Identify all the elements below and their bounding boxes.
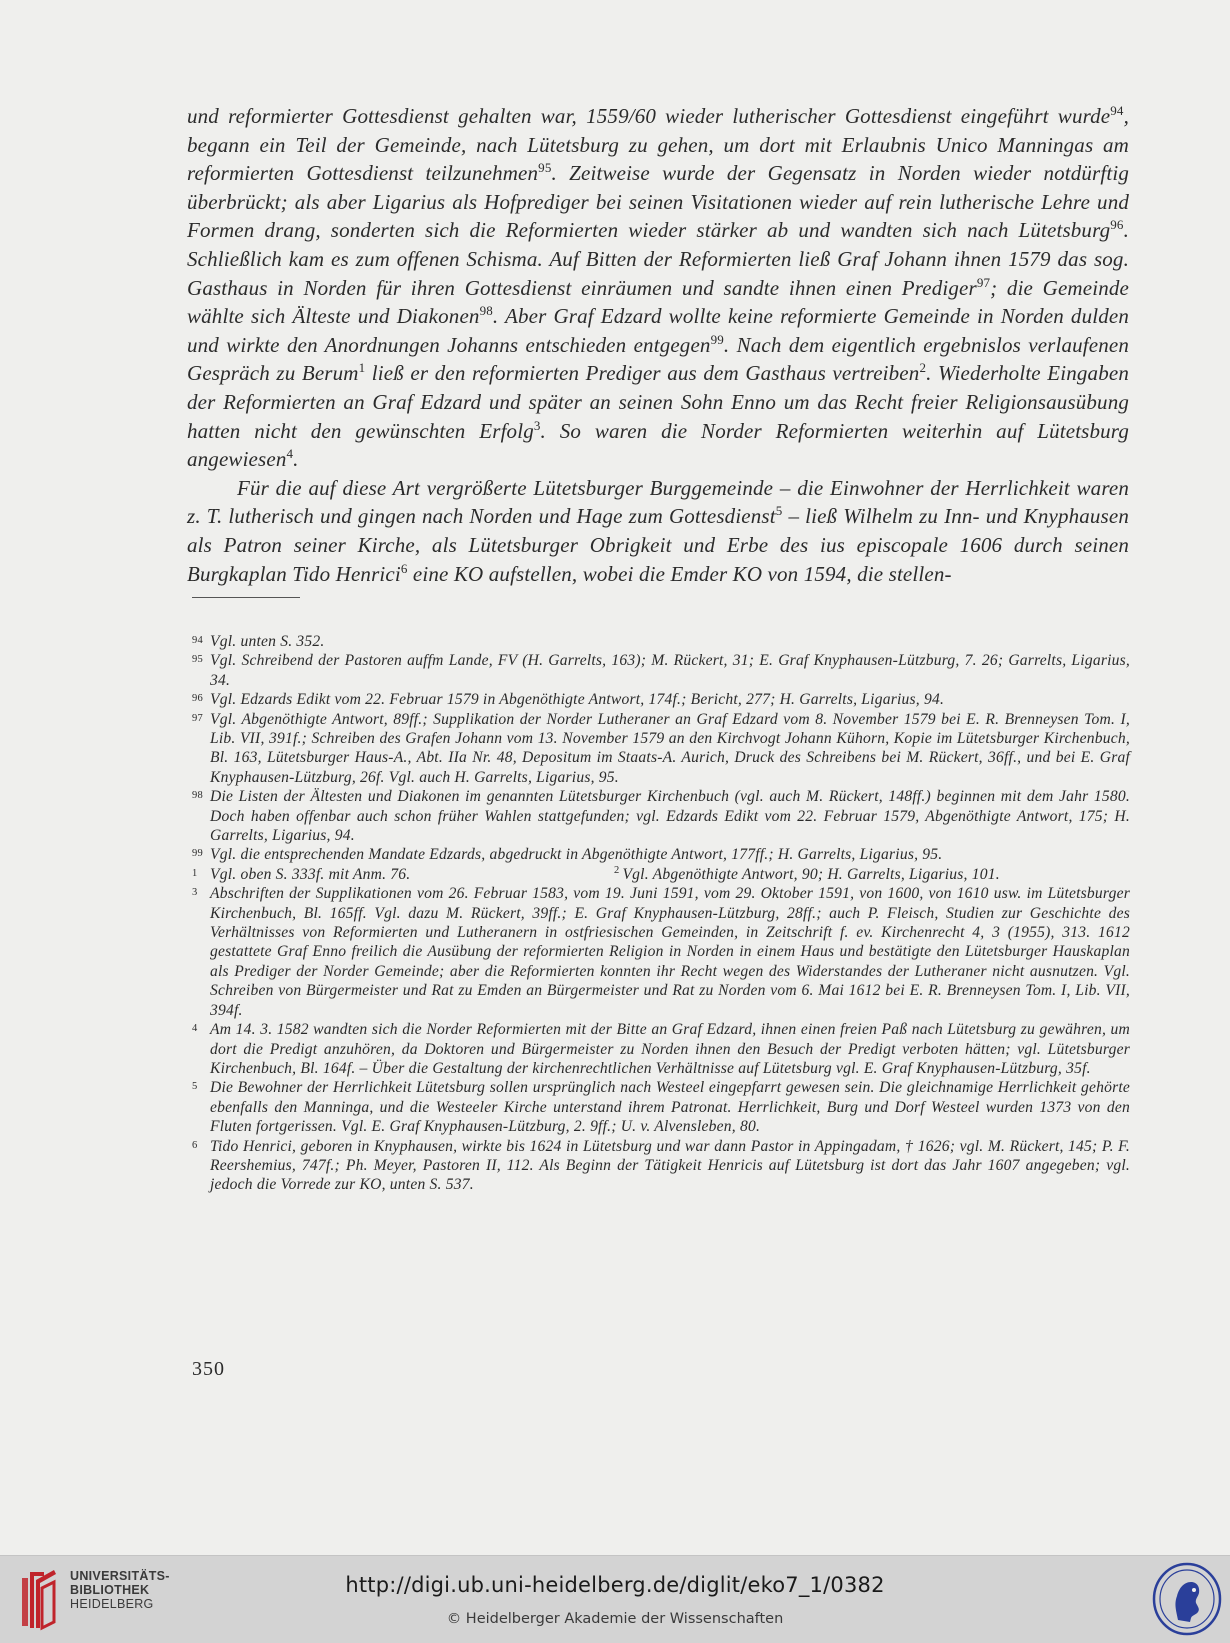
footnote-ref[interactable]: 99 [710,331,724,347]
footnote: 97 Vgl. Abgenöthigte Antwort, 89ff.; Supplikation der Norder Lutheraner an Graf Edzard vom 8. November 1579 bei E. R. Brenneysen Tom. I, Lib. VII, 391f.; Schreiben des Grafen Johann vom 13. November 1579 an den Kirchvogt Johann Kühorn, Kopie im Lütetsburger Kirchenbuch, Bl. 163, Lütetsburger Haus-A., Abt. IIa Nr. 48, Depositum im Staats-A. Aurich, Druck des Schreibens bei M. Rückert, 36ff., und bei E. Graf Knyphausen-Lützburg, 26f. Vgl. auch H. Garrelts, Ligarius, 95. [192,710,1130,786]
footnote: 96 Vgl. Edzards Edikt vom 22. Februar 1579 in Abgenöthigte Antwort, 174f.; Bericht, 277; H. Garrelts, Ligarius, 94. [192,691,945,709]
footnote: 98 Die Listen der Ältesten und Diakonen im genannten Lütetsburger Kirchenbuch (vgl. auch M. Rückert, 148ff.) beginnen mit dem Jahr 1580. Doch haben offenbar auch schon früher Wahlen stattgefunden; vgl. Edzards Edikt vom 22. Februar 1579, Abgenöthigte Antwort, 175; H. Garrelts, Ligarius, 94. [192,788,1130,845]
footnote-ref[interactable]: 3 [533,417,541,433]
footnote-ref[interactable]: 94 [1110,103,1124,118]
footnote-ref[interactable]: 98 [479,303,493,319]
paragraph: und reformierter Gottesdienst gehalten war, 1559/60 wieder lutherischer Gottesdienst eingeführt wurde$^{94}$, begann ein Teil der Gemeinde, nach Lütetsburg zu gehen, um dort mit Erlaubnis Unico Manningas am reformierten Gottesdienst teilzunehmen$^{95}$. Zeitweise wurde der Gegensatz in Norden wieder notdürftig überbrückt; als aber Ligarius als Hofprediger bei seinen Visitationen wieder auf rein lutherische Lehre und Formen drang, sonderten sich die Reformierten wieder stärker ab und wandten sich nach Lütetsburg$^{96}$. Schließlich kam es zum offenen Schisma. Auf Bitten der Reformierten ließ Graf Johann ihnen 1579 das sog. Gasthaus in Norden für ihren Gottesdienst einräumen und sandte ihnen einen Prediger$^{97}$; die Gemeinde wählte sich Älteste und Diakonen$^{98}$. Aber Graf Edzard wollte keine reformierte Gemeinde in Norden dulden und wirkte den Anordnungen Johanns entschieden entgegen$^{99}$. Nach dem eigentlich ergebnislos verlaufenen Gespräch zu Berum$^1$ ließ er den reformierten Prediger aus dem Gasthaus vertreiben$^2$. Wiederholte Eingaben der Reformierten an Graf Edzard und später an seinen Sohn Enno um das Recht freier Religionsausübung hatten nicht den gewünschten Erfolg$^3$. So waren die Norder Reformierten weiterhin auf Lütetsburg angewiesen$^4$. [187,103,1129,472]
footnote-ref[interactable]: 1 [358,360,366,376]
permalink-url[interactable]: http://digi.ub.uni-heidelberg.de/diglit/eko7_1/0382 [345,1573,885,1597]
footnote-ref[interactable]: 97 [976,274,991,290]
main-text [187,102,1129,588]
footnote: 5 Die Bewohner der Herrlichkeit Lütetsburg sollen ursprünglich nach Westeel eingepfarrt gewesen sein. Die gleichnamige Herrlichkeit gehörte ebenfalls den Manninga, und die Westeeler Kirche unterstand ihrem Patronat. Herrlichkeit, Burg und Dorf Westeel wurden 1373 von den Fluten fortgerissen. Vgl. E. Graf Knyphausen-Lützburg, 2. 9ff.; U. v. Alvensleben, 80. [192,1079,1130,1136]
footnote: 99 Vgl. die entsprechenden Mandate Edzards, abgedruckt in Abgenöthigte Antwort, 177ff.; H. Garrelts, Ligarius, 95. [192,846,943,864]
footnote: 3 Abschriften der Supplikationen vom 26. Februar 1583, vom 19. Juni 1591, vom 29. Oktober 1591, von 1600, von 1610 usw. im Lütetsburger Kirchenbuch, Bl. 165ff. Vgl. dazu M. Rückert, 39ff.; E. Graf Knyphausen-Lützburg, 28ff.; auch P. Fleisch, Studien zur Geschichte des Verhältnisses von Reformierten und Lutheranern in ostfriesischen Gemeinden, in Zeitschrift f. ev. Kirchenrecht 4, 3 (1955), 313. 1612 gestattete Graf Enno freilich die Ausübung der reformierten Religion in Norden in einem Haus und bestätigte den Lütetsburger Hauskaplan als Prediger der Norder Gemeinde; aber die Reformierten konnten ihr Recht wegen des Widerstandes der Lutheraner nicht ausnutzen. Vgl. Schreiben von Bürgermeister und Rat zu Emden an Bürgermeister und Rat zu Norden vom 6. Mai 1612 bei E. R. Brenneysen Tom. I, Lib. VII, 394f. [192,885,1130,1019]
footnote-ref[interactable]: 95 [538,160,552,176]
footnote: 4 Am 14. 3. 1582 wandten sich die Norder Reformierten mit der Bitte an Graf Edzard, ihnen einen freien Paß nach Lütetsburg zu gewähren, um dort die Predigt anzuhören, da Doktoren und Bürgermeister zu Norden ihnen den Besuch der Predigt verboten hätten; vgl. Lütetsburger Kirchenbuch, Bl. 164f. – Über die Gestaltung der kirchenrechtlichen Verhältnisse auf Lütetsburg vgl. E. Graf Knyphausen-Lützburg, 35f. [192,1021,1130,1077]
copyright-notice: © Heidelberger Akademie der Wissenschaften [446,1611,784,1627]
footnote-pair: 1 Vgl. oben S. 333f. mit Anm. 76. $^2$ Vgl. Abgenöthigte Antwort, 90; H. Garrelts, Ligarius, 101. [192,864,1000,883]
footnote-ref[interactable]: 6 [400,560,408,576]
paragraph: Für die auf diese Art vergrößerte Lütetsburger Burggemeinde – die Einwohner der Herrlichkeit waren z. T. lutherisch und gingen nach Norden und Hage zum Gottesdienst$^5$ – ließ Wilhelm zu Inn- und Knyphausen als Patron seiner Kirche, als Lütetsburger Obrigkeit und Erbe des ius episcopale 1606 durch seinen Burgkaplan Tido Henrici$^6$ eine KO aufstellen, wobei die Emder KO von 1594, die stellen- [187,475,1130,586]
footnote-divider [192,597,300,598]
footnote-ref[interactable]: 2 [919,360,927,376]
footnote: 94 Vgl. unten S. 352. [192,633,325,650]
library-name: UNIVERSITÄTS- BIBLIOTHEK HEIDELBERG [70,1569,170,1611]
footnote-ref[interactable]: 96 [1110,217,1124,233]
viewer-footer [0,1555,1230,1643]
footnotes [192,632,1130,1195]
footnote: 95 Vgl. Schreibend der Pastoren auffm Lande, FV (H. Garrelts, 163); M. Rückert, 31; E. Graf Knyphausen-Lützburg, 7. 26; Garrelts, Ligarius, 34. [192,652,1130,689]
footnote: 6 Tido Henrici, geboren in Knyphausen, wirkte bis 1624 in Lütetsburg und war dann Pastor in Appingadam, † 1626; vgl. M. Rückert, 145; P. F. Reershemius, 747f.; Ph. Meyer, Pastoren II, 112. Als Beginn der Tätigkeit Henricis auf Lütetsburg ist dort das Jahr 1607 angegeben; vgl. jedoch die Vorrede zur KO, unten S. 537. [192,1137,1130,1194]
footnote: $^2$ Vgl. Abgenöthigte Antwort, 90; H. Garrelts, Ligarius, 101. [614,864,1000,883]
footnote-ref[interactable]: 5 [775,503,783,519]
academy-seal-icon [1150,1560,1224,1638]
page-number: 350 [192,1358,225,1380]
footnote-ref[interactable]: 4 [286,446,294,462]
